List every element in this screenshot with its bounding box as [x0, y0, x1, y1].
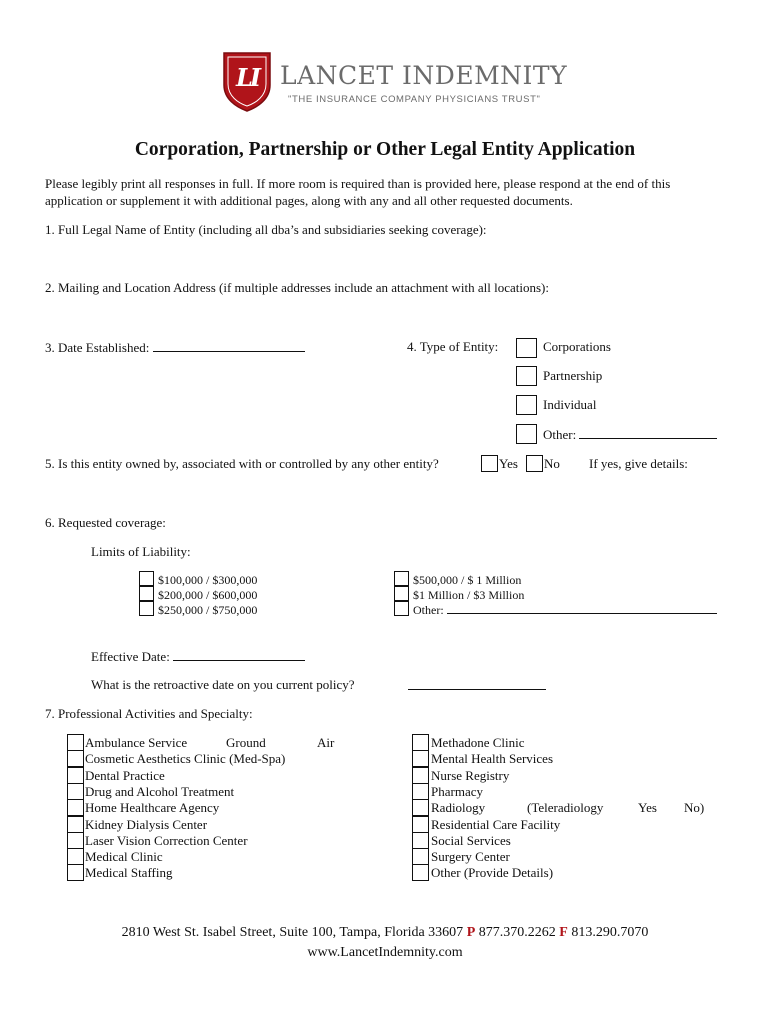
individual-checkbox[interactable] [516, 395, 537, 415]
activity-left-checkbox-7[interactable] [67, 848, 84, 865]
activity-left-checkbox-1[interactable] [67, 750, 84, 767]
limit-500k-1m-checkbox[interactable] [394, 571, 409, 586]
other-entity-row [543, 426, 717, 443]
activity-right-label-5: Residential Care Facility [431, 816, 561, 832]
activity-right-label-1: Mental Health Services [431, 751, 554, 767]
activity-right-checkbox-1[interactable] [412, 750, 429, 767]
retro-date-field[interactable] [408, 677, 546, 690]
other-entity-checkbox[interactable] [516, 424, 537, 444]
intro-line-2: application or supplement it with additional pages, along with any and all other requested documents. [45, 192, 573, 208]
individual-label: Individual [543, 397, 597, 412]
activity-left-checkbox-3[interactable] [67, 783, 84, 800]
activity-right-label-4: Radiology [431, 800, 486, 816]
footer-phone-label: P [466, 925, 476, 940]
activity-left-checkbox-0[interactable] [67, 734, 84, 751]
limit-200k-600k-label: $200,000 / $600,000 [158, 588, 258, 602]
activity-left-label-2: Dental Practice [85, 767, 165, 783]
activity-left-label-4: Home Healthcare Agency [85, 800, 220, 816]
activity-right-label-0: Methadone Clinic [431, 735, 525, 750]
effective-date-label: Effective Date: [91, 649, 170, 664]
logo-shield-icon [222, 51, 272, 113]
other-entity-label: Other: [543, 427, 577, 442]
activity-right-checkbox-5[interactable] [412, 816, 429, 833]
limit-1m-3m-checkbox[interactable] [394, 586, 409, 601]
partnership-label: Partnership [543, 368, 603, 383]
brand-tagline: "THE INSURANCE COMPANY PHYSICIANS TRUST" [288, 94, 541, 105]
owned-yes-label: Yes [499, 456, 518, 471]
corporations-checkbox[interactable] [516, 338, 537, 358]
activity-left-checkbox-2[interactable] [67, 767, 84, 784]
q1-label: 1. Full Legal Name of Entity (including all dba’s and subsidiaries seeking coverage): [45, 222, 487, 237]
activity-right-label-8: Other (Provide Details) [431, 865, 554, 881]
limit-100k-300k-checkbox[interactable] [139, 571, 154, 586]
activity-right-checkbox-0[interactable] [412, 734, 429, 751]
q7-label: 7. Professional Activities and Specialty: [45, 706, 253, 721]
q2-label: 2. Mailing and Location Address (if multiple addresses include an attachment with all locations): [45, 280, 549, 295]
activity-right-checkbox-4[interactable] [412, 799, 429, 816]
effective-date-field[interactable] [173, 648, 305, 661]
activity-left-checkbox-8[interactable] [67, 864, 84, 881]
brand-name: LANCET INDEMNITY [280, 61, 568, 90]
other-entity-field[interactable] [579, 426, 717, 439]
footer-contact [0, 925, 770, 941]
q3-label: 3. Date Established: [45, 340, 150, 355]
activity-left-label-7: Medical Clinic [85, 849, 163, 865]
limit-other-checkbox[interactable] [394, 601, 409, 616]
logo-initials: LI [235, 63, 259, 92]
activity-left-label-6: Laser Vision Correction Center [85, 832, 248, 848]
q4-label: 4. Type of Entity: [407, 339, 499, 354]
corporations-label: Corporations [543, 339, 611, 354]
limit-other-field[interactable] [447, 603, 717, 614]
limit-200k-600k-checkbox[interactable] [139, 586, 154, 601]
limit-1m-3m-label: $1 Million / $3 Million [413, 588, 525, 602]
q6-label: 6. Requested coverage: [45, 515, 166, 530]
limits-label: Limits of Liability: [91, 544, 191, 559]
retro-date-label: What is the retroactive date on you current policy? [91, 677, 355, 692]
activity-right-checkbox-3[interactable] [412, 783, 429, 800]
activity-left-label-0: Ambulance Service [85, 735, 188, 750]
activity-right-checkbox-7[interactable] [412, 848, 429, 865]
activity-left-checkbox-6[interactable] [67, 832, 84, 849]
owned-no-label: No [544, 456, 560, 471]
footer-fax-label: F [559, 925, 568, 940]
footer-fax: 813.290.7070 [571, 925, 649, 940]
radiology-no-label: No) [684, 800, 705, 815]
footer-address: 2810 West St. Isabel Street, Suite 100, Tampa, Florida 33607 [121, 925, 464, 940]
footer-website[interactable]: www.LancetIndemnity.com [307, 945, 463, 960]
limit-other-label: Other: [413, 603, 444, 617]
limit-500k-1m-label: $500,000 / $ 1 Million [413, 573, 522, 587]
limit-250k-750k-checkbox[interactable] [139, 601, 154, 616]
activity-left-label-8: Medical Staffing [85, 865, 173, 881]
activity-left-label-5: Kidney Dialysis Center [85, 816, 208, 832]
limit-250k-750k-label: $250,000 / $750,000 [158, 603, 258, 617]
radiology-teleradiology-label: (Teleradiology [527, 800, 604, 815]
limit-other-row [413, 603, 717, 618]
limit-100k-300k-label: $100,000 / $300,000 [158, 573, 258, 587]
owned-yes-checkbox[interactable] [481, 455, 498, 472]
intro-paragraph [45, 176, 735, 209]
date-established-field[interactable] [153, 339, 305, 352]
activity-right-checkbox-8[interactable] [412, 864, 429, 881]
activity-right-label-3: Pharmacy [431, 783, 483, 799]
partnership-checkbox[interactable] [516, 366, 537, 386]
activity-left-label-1: Cosmetic Aesthetics Clinic (Med-Spa) [85, 751, 286, 767]
intro-line-1: Please legibly print all responses in full. If more room is required than is provided here, please respond at the end of this [45, 176, 671, 191]
page-title: Corporation, Partnership or Other Legal Entity Application [134, 139, 636, 160]
owned-no-checkbox[interactable] [526, 455, 543, 472]
activity-left-checkbox-5[interactable] [67, 816, 84, 833]
q5-label: 5. Is this entity owned by, associated with or controlled by any other entity? [45, 456, 439, 471]
activity-left-checkbox-4[interactable] [67, 799, 84, 816]
footer-phone: 877.370.2262 [478, 925, 556, 940]
activity-right-label-7: Surgery Center [431, 849, 510, 865]
radiology-yes-label: Yes [638, 800, 657, 815]
activity-right-checkbox-6[interactable] [412, 832, 429, 849]
give-details-label: If yes, give details: [589, 456, 688, 471]
activity-right-label-2: Nurse Registry [431, 767, 510, 783]
activity-right-label-6: Social Services [431, 832, 511, 848]
activity-right-checkbox-2[interactable] [412, 767, 429, 784]
activity-left-label-3: Drug and Alcohol Treatment [85, 783, 235, 799]
ambulance-ground-label: Ground [226, 735, 266, 750]
q3-date-established [45, 339, 305, 356]
ambulance-air-label: Air [317, 735, 335, 750]
effective-date-row [91, 648, 305, 665]
